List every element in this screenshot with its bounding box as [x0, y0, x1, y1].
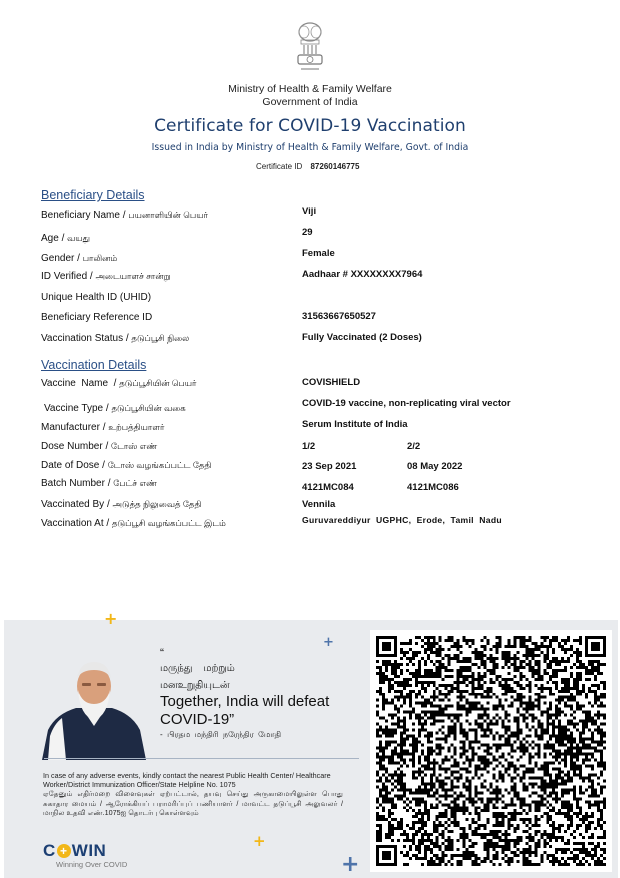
- vaccination-status-label: Vaccination Status / தடுப்பூசி நிலை: [41, 333, 190, 344]
- vaccinated-by-value: Vennila: [302, 499, 336, 510]
- certificate-subtitle: Issued in India by Ministry of Health & Family Welfare, Govt. of India: [151, 142, 469, 153]
- age-value: 29: [302, 227, 313, 238]
- vaccination-at-value: Guruvareddiyur UGPHC, Erode, Tamil Nadu: [302, 515, 502, 525]
- dose-1-date: 23 Sep 2021: [302, 461, 357, 472]
- certificate-title: Certificate for COVID-19 Vaccination: [154, 116, 466, 136]
- vaccine-name-label: Vaccine Name / தடுப்பூசியின் பெயர்: [41, 378, 197, 389]
- national-emblem-icon: [292, 20, 328, 76]
- beneficiary-name-label: Beneficiary Name / பயனாளியின் பெயர்: [41, 210, 208, 221]
- ministry-name: Ministry of Health & Family Welfare: [228, 83, 392, 95]
- vaccine-type-label: Vaccine Type / தடுப்பூசியின் வகை: [44, 403, 186, 414]
- vaccination-status-value: Fully Vaccinated (2 Doses): [302, 332, 422, 343]
- id-verified-label: ID Verified / அடையாளச் சான்று: [41, 271, 171, 282]
- age-label: Age / வயது: [41, 233, 90, 244]
- adverse-events-advisory: [43, 771, 343, 817]
- dose-2-date: 08 May 2022: [407, 461, 463, 472]
- vaccination-details-heading: Vaccination Details: [41, 358, 147, 372]
- uhid-label: Unique Health ID (UHID): [41, 292, 152, 303]
- quote-english: Together, India will defeat COVID-19”: [160, 693, 330, 728]
- dose-number-label: Dose Number / டோஸ் எண்: [41, 441, 158, 452]
- plus-decoration-icon: +: [323, 635, 334, 650]
- vaccination-at-label: Vaccination At / தடுப்பூசி வழங்கப்பட்ட இடம்: [41, 518, 226, 529]
- certificate-id-value: 87260146775: [310, 162, 360, 171]
- quote-attribution: - பிரதம மந்திரி நரேந்திர மோதி: [160, 730, 282, 739]
- beneficiary-details-heading: Beneficiary Details: [41, 188, 145, 202]
- plus-decoration-icon: +: [104, 609, 118, 628]
- gender-label: Gender / பாலினம்: [41, 253, 118, 264]
- vaccine-type-value: COVID-19 vaccine, non-replicating viral vector: [302, 398, 511, 409]
- quote-open-mark: “: [160, 646, 164, 660]
- manufacturer-value: Serum Institute of India: [302, 419, 408, 430]
- quote-tamil-line2: மனஉறுதியுடன்: [160, 680, 230, 691]
- qr-code-icon: [376, 636, 606, 866]
- vaccinated-by-label: Vaccinated By / அடுத்த நிலுவைத் தேதி: [41, 499, 202, 510]
- dose-1-batch: 4121MC084: [302, 482, 354, 493]
- cowin-logo: C + WIN: [43, 841, 107, 860]
- date-of-dose-label: Date of Dose / டோஸ் வழங்கப்பட்ட தேதி: [41, 460, 212, 471]
- manufacturer-label: Manufacturer / உற்பத்தியாளர்: [41, 422, 165, 433]
- advisory-english: In case of any adverse events, kindly contact the nearest Public Health Center/ Healthcare Worker/District Immunization Officer/State Helpline No. 1075: [43, 771, 331, 790]
- cowin-plus-icon: +: [57, 844, 71, 858]
- footer-divider: [44, 758, 359, 759]
- plus-decoration-icon: +: [341, 852, 360, 877]
- dose-2-batch: 4121MC086: [407, 482, 459, 493]
- dose-2-number: 2/2: [407, 441, 421, 452]
- government-name: Government of India: [262, 96, 358, 108]
- vaccine-name-value: COVISHIELD: [302, 377, 361, 388]
- advisory-tamil: ஏதேனும் எதிர்மறை விளைவுகள் ஏற்பட்டால், தயவு செய்து அருகாமையிலுள்ள பொது சுகாதார மையம் / ஆரோக்கியப் பராமரிப்புப் பணியாளர் / மாவட்ட தடுப்பூசி அலுவலர் / மாநில உதவி எண்.1075ஐ தொடர்பு கொள்ளவும்: [43, 789, 343, 817]
- beneficiary-reference-id-value: 31563667650527: [302, 311, 376, 322]
- dose-1-number: 1/2: [302, 441, 316, 452]
- prime-minister-portrait: [42, 660, 146, 760]
- beneficiary-reference-id-label: Beneficiary Reference ID: [41, 312, 153, 323]
- gender-value: Female: [302, 248, 335, 259]
- certificate-id-label: Certificate ID: [256, 162, 303, 171]
- cowin-tagline: Winning Over COVID: [56, 860, 128, 869]
- id-verified-value: Aadhaar # XXXXXXXX7964: [302, 269, 423, 280]
- batch-number-label: Batch Number / பேட்ச் எண்: [41, 478, 157, 489]
- certificate-id: [256, 162, 359, 171]
- beneficiary-name-value: Viji: [302, 206, 317, 217]
- plus-decoration-icon: +: [253, 832, 266, 850]
- quote-tamil-line1: மருந்து மற்றும்: [160, 663, 235, 674]
